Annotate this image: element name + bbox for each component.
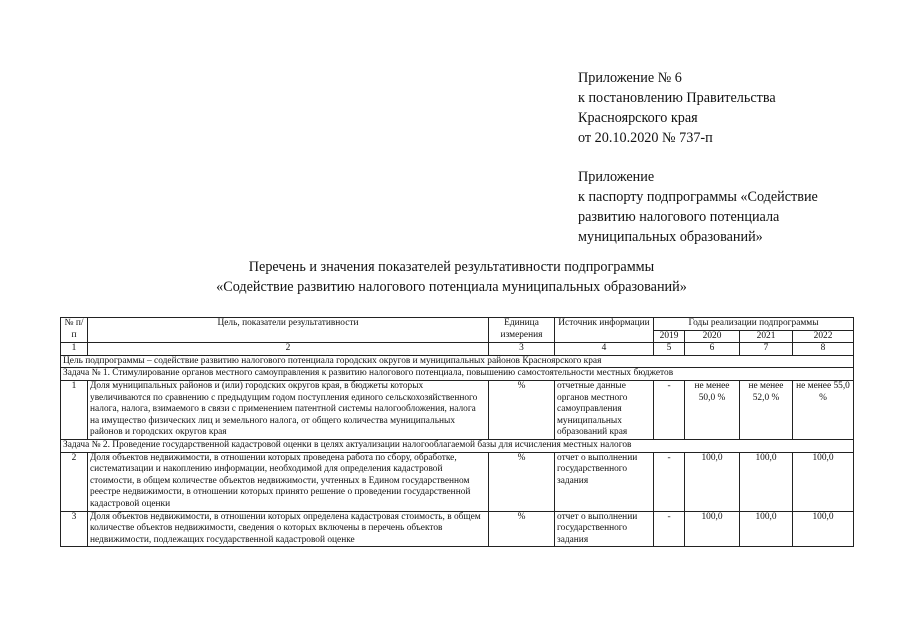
row-no: 3	[61, 511, 88, 547]
document-title	[0, 257, 903, 297]
header-no: № п/п	[61, 318, 88, 343]
goal-row	[61, 355, 854, 368]
row-no: 1	[61, 380, 88, 439]
goal-text: Цель подпрограммы – содействие развитию налогового потенциала городских округов и муниципальных районов Красноярского края	[61, 355, 854, 368]
header-goal: Цель, показатели результативности	[88, 318, 489, 343]
year-2022: 2022	[793, 330, 854, 343]
row-2019: -	[654, 511, 685, 547]
header-years: Годы реализации подпрограммы	[654, 318, 854, 331]
row-2020: 100,0	[685, 511, 740, 547]
row-unit: %	[489, 380, 555, 439]
row-2022: 100,0	[793, 511, 854, 547]
task-2-text: Задача № 2. Проведение государственной кадастровой оценки в целях актуализации налогооблагаемой базы для исчисления местных налогов	[61, 439, 854, 452]
row-2020: 100,0	[685, 452, 740, 511]
col-num: 4	[555, 343, 654, 356]
row-source: отчетные данные органов местного самоуправления муниципальных образований края	[555, 380, 654, 439]
title-line-1: Перечень и значения показателей результативности подпрограммы	[248, 259, 655, 275]
appendix-line: к постановлению Правительства	[578, 90, 776, 106]
appendix-header	[578, 68, 878, 247]
appendix-line: муниципальных образований»	[578, 229, 763, 245]
row-indicator: Доля объектов недвижимости, в отношении которых проведена работа по сбору, обработке, систематизации и накоплению информации, необходимой для определения кадастровой стоимости, в общем количестве объектов недвижимости, учтенных в Едином государственном реестре недвижимости, в отношении которых принято решение о проведении государственной кадастровой оценки	[88, 452, 489, 511]
appendix-line: к паспорту подпрограммы «Содействие	[578, 189, 818, 205]
appendix-line: развитию налогового потенциала	[578, 209, 780, 225]
col-num: 1	[61, 343, 88, 356]
row-unit: %	[489, 452, 555, 511]
row-2019: -	[654, 452, 685, 511]
col-num: 2	[88, 343, 489, 356]
row-unit: %	[489, 511, 555, 547]
table-row	[61, 452, 854, 511]
title-line-2: «Содействие развитию налогового потенциала муниципальных образований»	[216, 279, 687, 295]
col-num: 5	[654, 343, 685, 356]
row-2022: не менее 55,0 %	[793, 380, 854, 439]
appendix-line: от 20.10.2020 № 737-п	[578, 130, 713, 146]
row-source: отчет о выполнении государственного задания	[555, 452, 654, 511]
row-2019: -	[654, 380, 685, 439]
task-row	[61, 439, 854, 452]
appendix-line: Приложение	[578, 169, 655, 185]
task-row	[61, 368, 854, 381]
year-2021: 2021	[740, 330, 793, 343]
row-2021: не менее 52,0 %	[740, 380, 793, 439]
row-indicator: Доля муниципальных районов и (или) городских округов края, в бюджеты которых увеличиваются по сравнению с предыдущим годом поступления единого сельскохозяйственного налога, налога, взимаемого в связи с применением патентной системы налогообложения, налога на имущество физических лиц и земельного налога, от общего количества муниципальных районов и городских округов края	[88, 380, 489, 439]
appendix-line: Приложение № 6	[578, 70, 682, 86]
table-row	[61, 380, 854, 439]
year-2020: 2020	[685, 330, 740, 343]
year-2019: 2019	[654, 330, 685, 343]
table-row	[61, 511, 854, 547]
header-source: Источник информации	[555, 318, 654, 343]
row-2020: не менее 50,0 %	[685, 380, 740, 439]
row-indicator: Доля объектов недвижимости, в отношении которых определена кадастровая стоимость, в общем количестве объектов недвижимости, сведения о которых включены в перечень объектов недвижимости, подлежащих государственной кадастровой оценке	[88, 511, 489, 547]
row-2021: 100,0	[740, 511, 793, 547]
task-1-text: Задача № 1. Стимулирование органов местного самоуправления к развитию налогового потенциала, повышению самостоятельности местных бюджетов	[61, 368, 854, 381]
col-num: 3	[489, 343, 555, 356]
row-2022: 100,0	[793, 452, 854, 511]
indicators-table	[60, 317, 854, 547]
header-unit: Единица измерения	[489, 318, 555, 343]
col-num: 8	[793, 343, 854, 356]
column-number-row	[61, 343, 854, 356]
row-no: 2	[61, 452, 88, 511]
row-source: отчет о выполнении государственного задания	[555, 511, 654, 547]
col-num: 6	[685, 343, 740, 356]
col-num: 7	[740, 343, 793, 356]
appendix-line: Красноярского края	[578, 110, 698, 126]
table-header-row	[61, 318, 854, 331]
row-2021: 100,0	[740, 452, 793, 511]
